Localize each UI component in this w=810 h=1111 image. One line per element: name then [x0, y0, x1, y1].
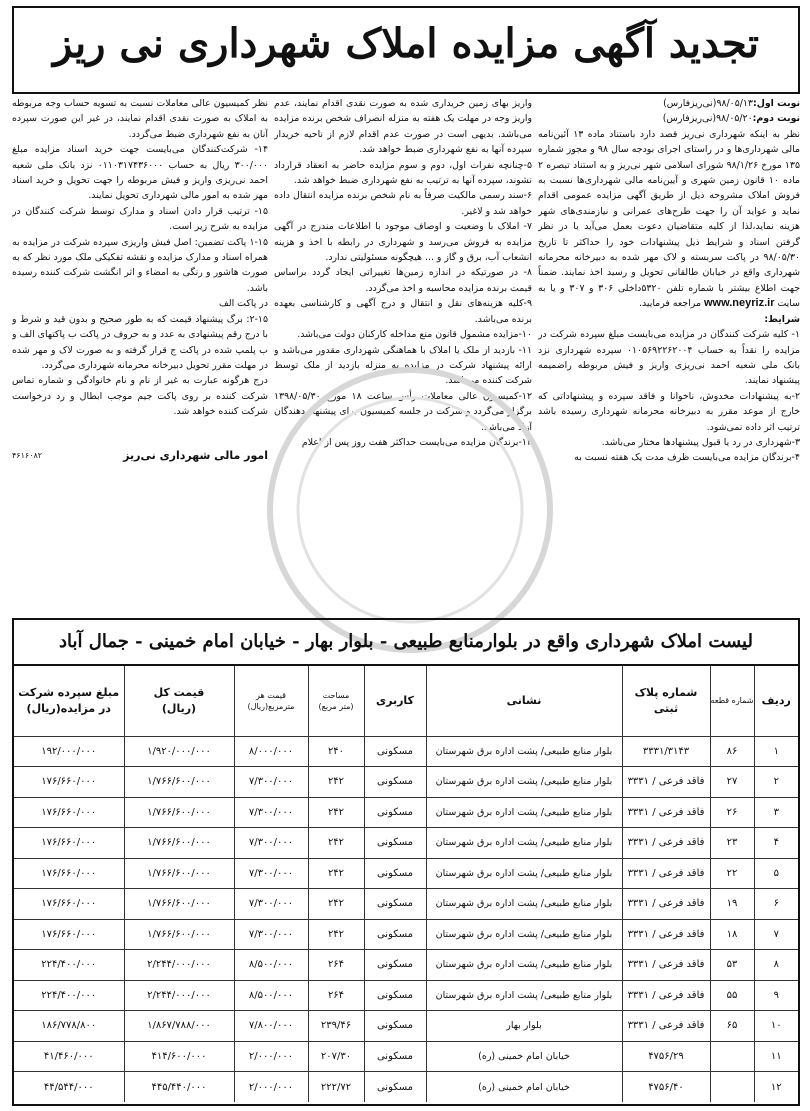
- cell-row: ۲: [754, 767, 798, 798]
- condition-15-2: ۲-۱۵: برگ پیشنهاد قیمت که به طور صحیح و بدون قید و شرط و با درج رقم پیشنهادی به عدد و به حروف در پاکت ب پاکتهای الف و ب پلمپ شده در پاکت ج قرار گرفته و به صورت لاک و مهر شده در مهلت مقرر تحویل دبیرخانه محرمانه شهرداری می‌گردد.: [12, 313, 268, 371]
- cell-total: ۲/۲۴۴/۰۰۰/۰۰۰: [124, 950, 234, 981]
- cell-use: مسکونی: [364, 980, 426, 1011]
- table-row: [14, 1072, 798, 1103]
- cell-plate: فاقد فرعی / ۳۳۳۱: [622, 858, 710, 889]
- cell-deposit: ۲۲۴/۴۰۰/۰۰۰: [14, 980, 124, 1011]
- cell-deposit: ۲۲۴/۴۰۰/۰۰۰: [14, 950, 124, 981]
- page-title: تجدید آگهی مزایده املاک شهرداری نی ریز: [52, 20, 760, 67]
- cell-use: مسکونی: [364, 1041, 426, 1072]
- condition-4: ۴-برندگان مزایده می‌بایست ظرف مدت یک هفته نسبت به: [574, 452, 800, 464]
- condition-7: ۷- املاک با وضعیت و اوصاف موجود با اطلاعات مندرج در آگهی مزایده به فروش می‌رسد و شهرداری در رابطه با اخذ و هزینه انشعاب آب، برق و گاز و ... هیچگونه مسئولیتی ندارد.: [274, 221, 532, 264]
- condition-12: ۱۲-کمیسیون عالی معاملات رأس ساعت ۱۸ مورخ ۱۳۹۸/۰۵/۳۰ برگزار می‌گردد و شرکت در جلسه کمیسیون برای پیشنهاد دهندگان آزاد می‌باشد.: [274, 390, 532, 433]
- table-row: [14, 919, 798, 950]
- header-use: کاربری: [364, 666, 426, 736]
- cell-area: ۲۶۴: [308, 950, 364, 981]
- cell-plate: فاقد فرعی / ۳۳۳۱: [622, 767, 710, 798]
- website-link[interactable]: www.neyriz.ir: [703, 297, 775, 310]
- ad-code: ۴۶۱۶۰۸۲: [12, 450, 43, 460]
- cell-deposit: ۴۱/۴۶۰/۰۰۰: [14, 1041, 124, 1072]
- cell-plate: فاقد فرعی / ۳۳۳۱: [622, 1011, 710, 1042]
- cell-deposit: ۱۷۶/۶۶۰/۰۰۰: [14, 858, 124, 889]
- cell-address: خیابان امام خمینی (ره): [426, 1072, 622, 1103]
- first-turn-label: نوبت اول:: [752, 98, 800, 109]
- cell-row: ۱۰: [754, 1011, 798, 1042]
- cell-row: ۸: [754, 950, 798, 981]
- cell-address: بلوار منابع طبیعی/ پشت اداره برق شهرستان: [426, 858, 622, 889]
- header-unit-price-label: قیمت هر: [256, 690, 286, 700]
- cell-use: مسکونی: [364, 767, 426, 798]
- cell-unit-price: ۲/۰۰۰/۰۰۰: [234, 1072, 308, 1103]
- condition-1: ۱- کلیه شرکت کنندگان در مزایده می‌بایست مبلغ سپرده شرکت در مزایده را نقداً به حساب ۰۱۰۵۶۹۲۲۶۲۰۰۴ سپرده شهرداری نزد بانک ملی شعبه احمد نی‌ریزی واریز و فیش مربوطه راضمیمه پیشنهاد نمایند.: [538, 329, 800, 387]
- table-body: [14, 736, 798, 1102]
- cell-address: بلوار منابع طبیعی/ پشت اداره برق شهرستان: [426, 828, 622, 859]
- condition-6: ۶-سند رسمی مالکیت صرفاً به نام شخص برنده مزایده انتقال داده خواهد شد و لاغیر.: [274, 190, 532, 217]
- header-total-unit: (ریال): [161, 701, 197, 715]
- second-turn-line: [538, 111, 800, 126]
- cell-area: ۲۴۲: [308, 919, 364, 950]
- cell-row: ۱۲: [754, 1072, 798, 1103]
- cell-area: ۲۴۲: [308, 797, 364, 828]
- cell-address: بلوار منابع طبیعی/ پشت اداره برق شهرستان: [426, 767, 622, 798]
- cell-lot: ۶۵: [710, 1011, 754, 1042]
- cell-lot: ۱۹: [710, 889, 754, 920]
- cell-address: بلوار منابع طبیعی/ پشت اداره برق شهرستان: [426, 736, 622, 767]
- table-row: [14, 736, 798, 767]
- second-turn-date: ۹۸/۰۵/۲۰(نی‌ریزفارس): [662, 113, 753, 125]
- cell-address: بلوار منابع طبیعی/ پشت اداره برق شهرستان: [426, 980, 622, 1011]
- cell-total: ۱/۷۶۶/۶۰۰/۰۰۰: [124, 828, 234, 859]
- cell-use: مسکونی: [364, 1072, 426, 1103]
- cell-lot: ۵۵: [710, 980, 754, 1011]
- cell-row: ۱۱: [754, 1041, 798, 1072]
- cell-plate: ۴۷۵۶/۴۰: [622, 1072, 710, 1103]
- cell-lot: ۲۷: [710, 767, 754, 798]
- cell-lot: ۵۳: [710, 950, 754, 981]
- cell-total: ۱/۸۶۷/۷۸۸/۰۰۰: [124, 1011, 234, 1042]
- cell-deposit: ۱۸۶/۷۷۸/۸۰۰: [14, 1011, 124, 1042]
- cell-address: بلوار منابع طبیعی/ پشت اداره برق شهرستان: [426, 889, 622, 920]
- header-plate: شماره پلاک ثبتی: [622, 666, 710, 736]
- cell-total: ۴۴۵/۴۴۰/۰۰۰: [124, 1072, 234, 1103]
- cell-plate: فاقد فرعی / ۳۳۳۱: [622, 797, 710, 828]
- cell-row: ۹: [754, 980, 798, 1011]
- cell-unit-price: ۷/۳۰۰/۰۰۰: [234, 858, 308, 889]
- cell-use: مسکونی: [364, 797, 426, 828]
- cell-use: مسکونی: [364, 919, 426, 950]
- cell-plate: فاقد فرعی / ۳۳۳۱: [622, 950, 710, 981]
- condition-8: ۸- در صورتیکه در اندازه زمین‌ها تغییراتی ایجاد گردد براساس قیمت برنده مزایده محاسبه و اخذ می‌گردد.: [274, 267, 532, 294]
- properties-table: [14, 666, 798, 1102]
- cell-area: ۲۴۲: [308, 828, 364, 859]
- cell-total: ۱/۷۶۶/۶۰۰/۰۰۰: [124, 767, 234, 798]
- left-column: [12, 96, 268, 604]
- condition-15: ۱۵- ترتیب قرار دادن اسناد و مدارک توسط شرکت کنندگان در مزایده به شرح زیر است.: [12, 205, 268, 233]
- table-row: [14, 950, 798, 981]
- header-deposit-unit: در مزایده(ریال): [26, 701, 111, 715]
- header-total-label: قیمت کل: [153, 685, 205, 699]
- table-row: [14, 1011, 798, 1042]
- cell-deposit: ۱۷۶/۶۶۰/۰۰۰: [14, 889, 124, 920]
- cell-lot: [710, 1041, 754, 1072]
- condition-2: ۲-به پیشنهادات مخدوش، ناخوانا و فاقد سپرده و پیشنهاداتی که خارج از موعد مقرر به دبیرخانه محرمانه شهرداری رسیده باشد ترتیب اثر داده نمی‌شود.: [538, 390, 800, 433]
- cell-use: مسکونی: [364, 828, 426, 859]
- cell-unit-price: ۲/۰۰۰/۰۰۰: [234, 1041, 308, 1072]
- right-column: [538, 96, 800, 604]
- cell-total: ۱/۷۶۶/۶۰۰/۰۰۰: [124, 919, 234, 950]
- conditions-heading: شرایط:: [764, 313, 800, 325]
- cell-unit-price: ۷/۳۰۰/۰۰۰: [234, 767, 308, 798]
- cell-address: بلوار بهار: [426, 1011, 622, 1042]
- intro-tail: مراجعه فرمایید.: [638, 298, 701, 310]
- cell-area: ۲۶۴: [308, 980, 364, 1011]
- header-total: [124, 666, 234, 736]
- envelope-c-note: درج هرگونه عبارت به غیر از نام و نام خانوادگی و شماره تماس شرکت کننده بر روی پاکت جیم موجب ابطال و رد درخواست شرکت کننده خواهد شد.: [12, 375, 268, 418]
- table-title: لیست املاک شهرداری واقع در بلوارمنابع طبیعی - بلوار بهار - خیابان امام خمینی - جمال آباد: [14, 620, 798, 666]
- condition-11: ۱۱- بازدید از ملک یا املاک با هماهنگی شهرداری مقدور می‌باشد و ارائه پیشنهاد شرکت در مزایده به منزله بازدید از ملک توسط شرکت کننده می‌باشد.: [274, 344, 532, 387]
- cell-lot: ۲۲: [710, 858, 754, 889]
- signature-block: [12, 448, 268, 463]
- cell-lot: ۱۸: [710, 919, 754, 950]
- cell-area: ۲۴۲: [308, 889, 364, 920]
- cell-area: ۲۳۹/۴۶: [308, 1011, 364, 1042]
- cell-unit-price: ۸/۵۰۰/۰۰۰: [234, 950, 308, 981]
- cell-address: خیابان امام خمینی (ره): [426, 1041, 622, 1072]
- cell-row: ۶: [754, 889, 798, 920]
- cell-unit-price: ۸/۵۰۰/۰۰۰: [234, 980, 308, 1011]
- table-row: [14, 828, 798, 859]
- cell-use: مسکونی: [364, 889, 426, 920]
- intro-paragraph: [538, 127, 800, 312]
- second-turn-label: نوبت دوم:: [752, 113, 800, 125]
- cell-row: ۴: [754, 828, 798, 859]
- cell-row: ۵: [754, 858, 798, 889]
- cell-use: مسکونی: [364, 858, 426, 889]
- header-lot: شماره قطعه: [710, 666, 754, 736]
- cell-row: ۳: [754, 797, 798, 828]
- condition-9: ۹-کلیه هزینه‌های نقل و انتقال و درج آگهی و کارشناسی بعهده برنده می‌باشد.: [274, 298, 532, 325]
- cell-address: بلوار منابع طبیعی/ پشت اداره برق شهرستان: [426, 919, 622, 950]
- cell-unit-price: ۷/۳۰۰/۰۰۰: [234, 797, 308, 828]
- cell-use: مسکونی: [364, 1011, 426, 1042]
- cell-deposit: ۱۹۲/۰۰۰/۰۰۰: [14, 736, 124, 767]
- header-deposit-label: مبلغ سپرده شرکت: [18, 685, 120, 699]
- header-address: نشانی: [426, 666, 622, 736]
- cell-plate: ۳۳۳۱/۳۱۴۳: [622, 736, 710, 767]
- table-row: [14, 858, 798, 889]
- cell-lot: ۲۳: [710, 828, 754, 859]
- cell-deposit: ۱۷۶/۶۶۰/۰۰۰: [14, 767, 124, 798]
- cell-area: ۲۴۲: [308, 858, 364, 889]
- cell-total: ۱/۷۶۶/۶۰۰/۰۰۰: [124, 889, 234, 920]
- condition-15-1: ۱-۱۵ پاکت تضمین: اصل فیش واریزی سپرده شرکت در مزایده به همراه اسناد و مدارک مزایده و نقشه تفکیکی ملک مورد نظر که به صورت هاشور و رنگی به امضاء و اثر انگشت شرکت کننده رسیده باشد.: [12, 236, 268, 294]
- cell-total: ۱/۷۶۶/۶۰۰/۰۰۰: [124, 858, 234, 889]
- cell-lot: [710, 1072, 754, 1103]
- condition-13: ۱۳-برندگان مزایده می‌بایست حداکثر هفت روز پس از اعلام: [301, 436, 532, 448]
- cell-unit-price: ۸/۰۰۰/۰۰۰: [234, 736, 308, 767]
- cell-use: مسکونی: [364, 736, 426, 767]
- signature-name: امور مالی شهرداری نی‌ریز: [123, 448, 268, 462]
- cell-deposit: ۴۴/۵۴۴/۰۰۰: [14, 1072, 124, 1103]
- condition-3: ۳-شهرداری در رد یا قبول پیشنهادها مختار می‌باشد.: [601, 436, 800, 448]
- cell-use: مسکونی: [364, 950, 426, 981]
- condition-13-continued: نظر کمیسیون عالی معاملات نسبت به تسویه حساب وجه مربوطه به املاک به صورت نقدی اقدام نمایند، در غیر این صورت سپرده آنان به نفع شهرداری ضبط می‌گردد.: [12, 98, 268, 140]
- cell-plate: فاقد فرعی / ۳۳۳۱: [622, 828, 710, 859]
- cell-unit-price: ۷/۳۰۰/۰۰۰: [234, 828, 308, 859]
- header-area-label: مساحت: [322, 690, 350, 700]
- first-turn-date: ۹۸/۰۵/۱۳(نی‌ریزفارس): [663, 98, 753, 109]
- cell-area: ۲۰۷/۳۰: [308, 1041, 364, 1072]
- header-area: [308, 666, 364, 736]
- table-row: [14, 797, 798, 828]
- cell-plate: فاقد فرعی / ۳۳۳۱: [622, 980, 710, 1011]
- header-area-unit: (متر مربع): [318, 701, 354, 711]
- intro-text: نظر به اینکه شهرداری نی‌ریز قصد دارد باستناد ماده ۱۳ آئین‌نامه مالی شهرداری‌ها و در راستای اجرای بودجه سال ۹۸ و مجوز شماره ۱۳۵ مورخ ۹۸/۱/۲۶ شورای اسلامی شهر نی‌ریز و به استناد تبصره ۲ ماده ۱۰ قانون زمین شهری و آیین‌نامه مالی شهرداری‌ها نسبت به فروش املاک مشروحه ذیل از طریق آگهی مزایده عمومی اقدام نماید و عواید آن را جهت طرح‌های عمرانی و نیازمندی‌های شهر هزینه نماید،لذا از کلیه متقاضیان دعوت بعمل می‌آید با در نظر گرفتن اسناد و شرایط ذیل پیشنهادات خود را حداکثر تا تاریخ ۹۸/۰۵/۳۰ در پاکت سربسته و لاک مهر شده به دبیرخانه محرمانه شهرداری واقع در خیابان طالقانی تحویل و رسید اخذ نمایند. ضمناً جهت اطلاع بیشتر با شماره تلفن ۵۳۲۰داخلی ۳۰۶ و ۳۰۷ و یا به سایت: [538, 128, 800, 310]
- cell-row: ۱: [754, 736, 798, 767]
- middle-column: [274, 96, 532, 604]
- table-row: [14, 889, 798, 920]
- cell-total: ۱/۷۶۶/۶۰۰/۰۰۰: [124, 797, 234, 828]
- condition-4-continued: واریز بهای زمین خریداری شده به صورت نقدی اقدام نمایند، عدم واریز وجه در مهلت یک هفته به منزله انصراف شخص برنده مزایده می‌باشد. بدیهی است در صورت عدم اقدام لازم از ناحیه خریدار سپرده آنها به نفع شهرداری ضبط خواهد شد.: [274, 98, 532, 156]
- cell-lot: ۲۶: [710, 797, 754, 828]
- first-turn-line: [538, 96, 800, 111]
- cell-total: ۴۱۴/۶۰۰/۰۰۰: [124, 1041, 234, 1072]
- table-row: [14, 767, 798, 798]
- cell-area: ۲۲۲/۷۲: [308, 1072, 364, 1103]
- header-unit-price-unit: مترمربع(ریال): [247, 701, 295, 711]
- cell-plate: فاقد فرعی / ۳۳۳۱: [622, 919, 710, 950]
- body-columns: [12, 96, 800, 610]
- condition-10: ۱۰-مزایده مشمول قانون منع مداخله کارکنان دولت می‌باشد.: [297, 329, 532, 341]
- cell-area: ۲۴۰: [308, 736, 364, 767]
- cell-deposit: ۱۷۶/۶۶۰/۰۰۰: [14, 828, 124, 859]
- cell-area: ۲۴۲: [308, 767, 364, 798]
- cell-total: ۱/۹۲۰/۰۰۰/۰۰۰: [124, 736, 234, 767]
- table-header-row: [14, 666, 798, 736]
- cell-row: ۷: [754, 919, 798, 950]
- cell-plate: ۴۷۵۶/۲۹: [622, 1041, 710, 1072]
- cell-total: ۲/۲۴۴/۰۰۰/۰۰۰: [124, 980, 234, 1011]
- cell-unit-price: ۷/۳۰۰/۰۰۰: [234, 919, 308, 950]
- cell-deposit: ۱۷۶/۶۶۰/۰۰۰: [14, 919, 124, 950]
- cell-deposit: ۱۷۶/۶۶۰/۰۰۰: [14, 797, 124, 828]
- title-box: [12, 6, 800, 94]
- cell-plate: فاقد فرعی / ۳۳۳۱: [622, 889, 710, 920]
- table-row: [14, 1041, 798, 1072]
- cell-unit-price: ۷/۳۰۰/۰۰۰: [234, 889, 308, 920]
- cell-unit-price: ۷/۸۰۰/۰۰۰: [234, 1011, 308, 1042]
- header-row-no: ردیف: [754, 666, 798, 736]
- header-deposit: [14, 666, 124, 736]
- cell-address: بلوار منابع طبیعی/ پشت اداره برق شهرستان: [426, 797, 622, 828]
- envelope-a-note: در پاکت الف: [219, 298, 268, 310]
- cell-address: بلوار منابع طبیعی/ پشت اداره برق شهرستان: [426, 950, 622, 981]
- condition-14: ۱۴- شرکت‌کنندگان می‌بایست جهت خرید اسناد مزایده مبلغ ۳۰۰/۰۰۰ ریال به حساب ۰۱۱۰۳۱۷۴۳۶۰۰۰ نزد بانک ملی شعبه احمد نی‌ریزی واریز و فیش مربوطه را جهت تحویل و خرید اسناد مهر شده به امور مالی شهرداری تحویل نمایند.: [12, 144, 268, 202]
- condition-5: ۵-چنانچه نفرات اول، دوم و سوم مزایده حاضر به انعقاد قرارداد نشوند، سپرده آنها به ترتیب به نفع شهرداری ضبط خواهد شد.: [274, 159, 532, 187]
- table-row: [14, 980, 798, 1011]
- header-unit-price: [234, 666, 308, 736]
- cell-lot: ۸۶: [710, 736, 754, 767]
- properties-table-box: [12, 618, 800, 1106]
